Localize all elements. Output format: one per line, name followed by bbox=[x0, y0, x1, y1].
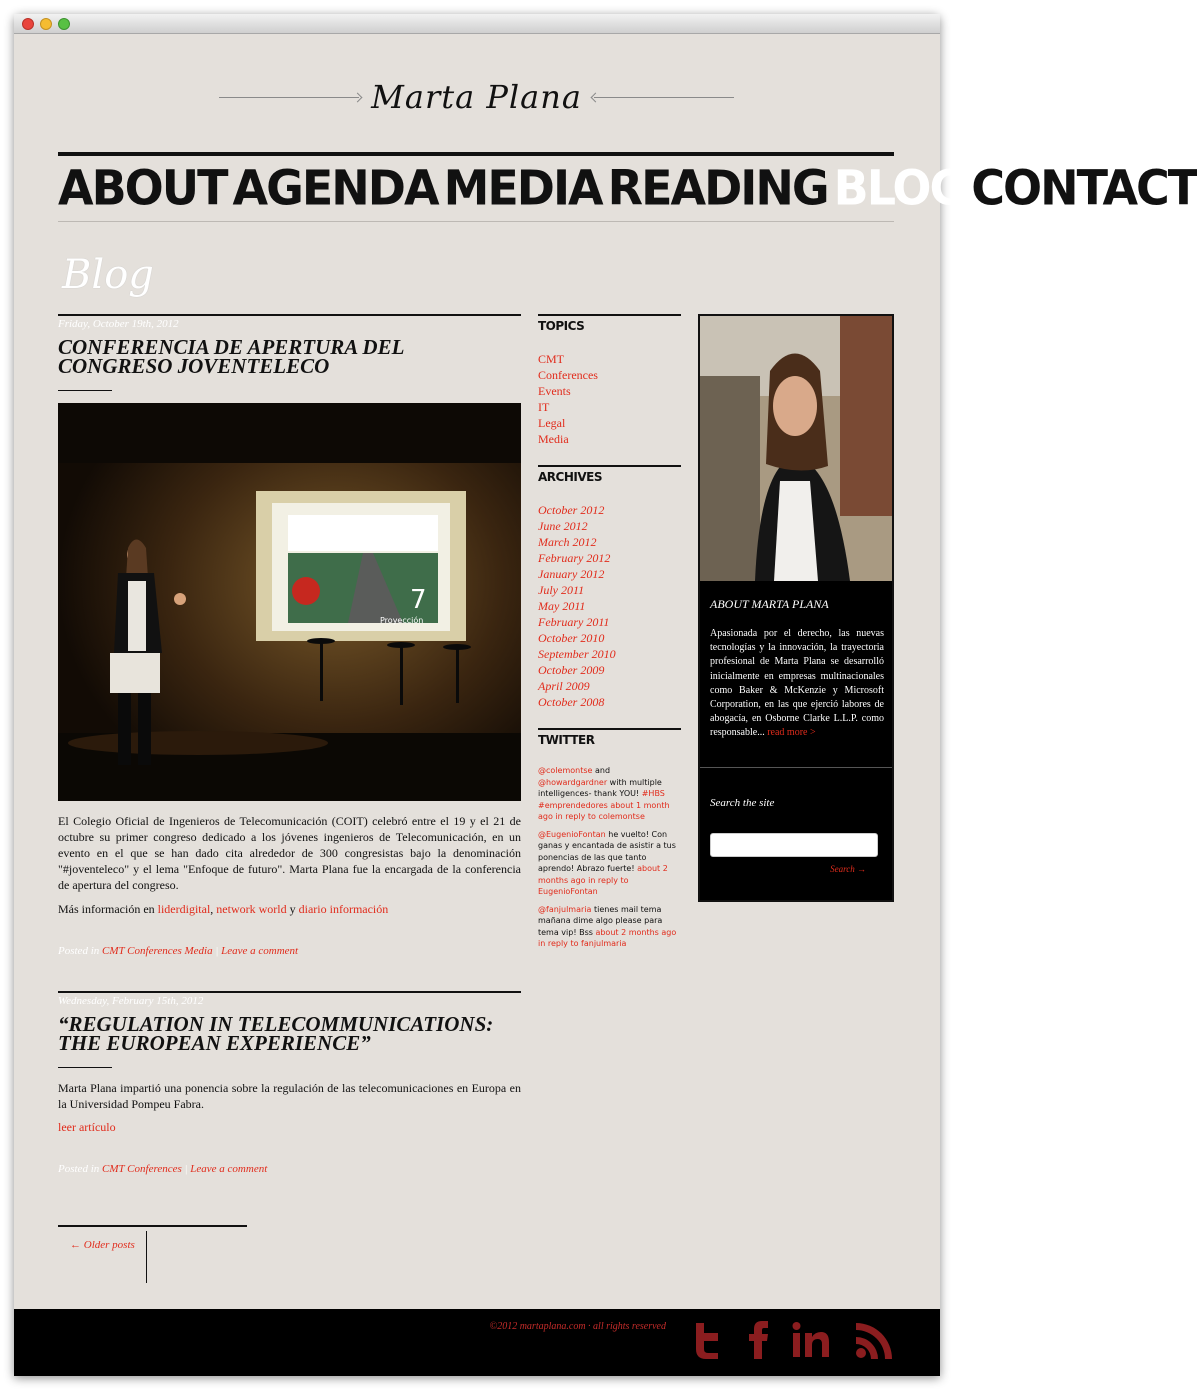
archive-link[interactable]: May 2011 bbox=[538, 599, 586, 613]
post-title-link[interactable]: CONFERENCIA DE APERTURA DEL CONGRESO JOVENTELECO bbox=[58, 335, 404, 378]
tweet-text: tienes mail tema mañana dime algo please para tema vip! Bss bbox=[538, 904, 663, 937]
read-article-link[interactable]: leer artículo bbox=[58, 1120, 116, 1134]
archive-link[interactable]: July 2011 bbox=[538, 583, 585, 597]
post-photo bbox=[58, 403, 521, 801]
tweet-text: and bbox=[594, 766, 611, 775]
leave-comment-link[interactable]: Leave a comment bbox=[221, 945, 299, 957]
tweet-time-link[interactable]: about 1 month ago in reply to colemontse bbox=[538, 800, 670, 821]
archive-link[interactable]: October 2008 bbox=[538, 695, 605, 709]
nav-contact[interactable]: CONTACT bbox=[971, 159, 1197, 217]
archive-link[interactable]: October 2010 bbox=[538, 631, 605, 645]
link-liderdigital[interactable]: liderdigital bbox=[157, 902, 211, 916]
tweet-time-link[interactable]: about 2 months ago in reply to EugenioFontan bbox=[538, 864, 668, 896]
category-link-cmt[interactable]: CMT bbox=[102, 1163, 125, 1175]
posted-in-label: Posted in bbox=[58, 1163, 100, 1175]
page-title: Blog bbox=[62, 252, 154, 298]
about-paragraph: Apasionada por el derecho, las nuevas tecnologías y la innovación, la trayectoria profesional de Marta Plana se desarrolló inicialmente en empresas multinacionales como Baker & McKenzie y Microsoft Corporation, en las que ejerció labores de abogacía, en Osborne Clarke L.L.P. como responsable... bbox=[710, 628, 884, 739]
post-meta: Posted in CMT Conferences Media | Leave a comment bbox=[58, 945, 299, 957]
topic-link[interactable]: CMT bbox=[538, 352, 565, 366]
post-date: Wednesday, February 15th, 2012 bbox=[58, 995, 204, 1007]
topics-heading: TOPICS bbox=[538, 314, 681, 333]
more-info-line bbox=[58, 901, 521, 917]
close-window-button[interactable] bbox=[22, 18, 34, 30]
pager-divider bbox=[146, 1231, 147, 1283]
nav-top-rule bbox=[58, 152, 894, 156]
twitter-icon[interactable] bbox=[688, 1319, 726, 1361]
title-divider bbox=[58, 390, 112, 391]
post-excerpt bbox=[58, 1080, 521, 1112]
nav-blog[interactable]: BLOG bbox=[833, 159, 966, 217]
sidebar-widgets bbox=[538, 314, 681, 956]
sidebar-divider bbox=[700, 767, 892, 768]
link-network-world[interactable]: network world bbox=[216, 902, 287, 916]
category-link-conferences[interactable]: Conferences bbox=[127, 1163, 182, 1175]
archive-link[interactable]: January 2012 bbox=[538, 567, 605, 581]
post-1 bbox=[58, 314, 521, 957]
browser-window bbox=[14, 14, 1197, 1376]
post-paragraph: Marta Plana impartió una ponencia sobre la regulación de las telecomunicaciones en Europa en la Universidad Pompeu Fabra. bbox=[58, 1081, 521, 1111]
post-date: Friday, October 19th, 2012 bbox=[58, 318, 179, 330]
tweet-user-link[interactable]: @colemontse bbox=[538, 766, 593, 775]
window-titlebar bbox=[14, 14, 940, 34]
conference-photo-illustration bbox=[58, 403, 521, 801]
topic-link[interactable]: Media bbox=[538, 432, 569, 446]
nav-bottom-rule bbox=[58, 221, 894, 222]
post-excerpt bbox=[58, 813, 521, 917]
title-divider bbox=[58, 1067, 112, 1068]
more-info-label: Más información en bbox=[58, 902, 155, 916]
slide-caption: Proyección bbox=[380, 616, 424, 625]
nav-about[interactable]: ABOUT bbox=[58, 159, 227, 217]
logo-text: Marta Plana bbox=[371, 78, 582, 116]
twitter-feed bbox=[538, 765, 681, 950]
archives-heading: ARCHIVES bbox=[538, 465, 681, 484]
category-link-media[interactable]: Media bbox=[184, 945, 213, 957]
about-heading: ABOUT MARTA PLANA bbox=[710, 597, 829, 611]
archive-link[interactable]: March 2012 bbox=[538, 535, 597, 549]
archives-list bbox=[538, 502, 681, 710]
tweet-text: he vuelto! Con ganas y encantada de asistir a tus ponencias de las que tanto aprendo! Abrazo fuerte! bbox=[538, 829, 676, 873]
profile-photo-illustration bbox=[700, 316, 892, 581]
about-text bbox=[710, 627, 884, 741]
about-read-more-link[interactable]: read more > bbox=[767, 727, 816, 739]
linkedin-icon[interactable] bbox=[790, 1319, 828, 1361]
archive-link[interactable]: February 2012 bbox=[538, 551, 611, 565]
profile-photo bbox=[700, 316, 892, 581]
footer-copyright: ©2012 martaplana.com · all rights reserved bbox=[489, 1321, 666, 1332]
posts-column bbox=[58, 314, 521, 1175]
nav-media[interactable]: MEDIA bbox=[443, 159, 602, 217]
post-paragraph: El Colegio Oficial de Ingenieros de Telecomunicación (COIT) celebró entre el 19 y el 21 de octubre su primer congreso dedicado a los jóvenes ingenieros de Telecomunicación, en un evento en el que se han dado cita alrededor de 300 congresistas bajo la denominación "#joventeleco" y el lema "Enfoque de futuro". Marta Plana fue la encargada de la conferencia de apertura del congreso. bbox=[58, 814, 521, 892]
archive-link[interactable]: October 2009 bbox=[538, 663, 605, 677]
topics-list bbox=[538, 351, 681, 447]
nav-reading[interactable]: READING bbox=[607, 159, 828, 217]
tweet-user-link[interactable]: @EugenioFontan bbox=[538, 829, 606, 839]
link-diario-informacion[interactable]: diario información bbox=[298, 902, 389, 916]
link-separator: y bbox=[289, 902, 296, 916]
tweet-item bbox=[538, 765, 681, 823]
posted-in-label: Posted in bbox=[58, 945, 100, 957]
nav-agenda[interactable]: AGENDA bbox=[232, 159, 438, 217]
archive-link[interactable]: April 2009 bbox=[538, 679, 590, 693]
tweet-user-link[interactable]: @fanjulmaria bbox=[538, 904, 592, 914]
site-footer bbox=[14, 1309, 940, 1376]
about-sidebar bbox=[698, 314, 894, 902]
leave-comment-link[interactable]: Leave a comment bbox=[190, 1163, 268, 1175]
archive-link[interactable]: February 2011 bbox=[538, 615, 610, 629]
zoom-window-button[interactable] bbox=[58, 18, 70, 30]
topic-link[interactable]: Conferences bbox=[538, 368, 598, 382]
archive-link[interactable]: October 2012 bbox=[538, 503, 605, 517]
minimize-window-button[interactable] bbox=[40, 18, 52, 30]
category-link-cmt[interactable]: CMT bbox=[102, 945, 125, 957]
twitter-heading: TWITTER bbox=[538, 728, 681, 747]
post-2 bbox=[58, 991, 521, 1175]
pagination bbox=[58, 1225, 247, 1285]
older-posts-link[interactable]: ← Older posts bbox=[70, 1239, 135, 1251]
search-input[interactable] bbox=[710, 833, 878, 857]
site-logo[interactable] bbox=[219, 76, 734, 116]
slide-number: 7 bbox=[410, 585, 427, 615]
rss-icon[interactable] bbox=[854, 1319, 892, 1361]
tweet-time-link[interactable]: about 2 months ago in reply to fanjulmaria bbox=[538, 927, 677, 948]
topic-link[interactable]: IT bbox=[538, 400, 550, 414]
post-meta: Posted in CMT Conferences | Leave a comment bbox=[58, 1163, 268, 1175]
category-link-conferences[interactable]: Conferences bbox=[127, 945, 182, 957]
tweet-text: with multiple intelligences- thank YOU! bbox=[538, 777, 662, 798]
search-heading: Search the site bbox=[710, 797, 775, 809]
topic-link[interactable]: Legal bbox=[538, 416, 566, 430]
tweet-user-link[interactable]: @howardgardner bbox=[538, 777, 608, 787]
facebook-icon[interactable] bbox=[738, 1319, 776, 1361]
topic-link[interactable]: Events bbox=[538, 384, 571, 398]
search-button[interactable]: Search → bbox=[830, 864, 866, 874]
archive-link[interactable]: June 2012 bbox=[538, 519, 588, 533]
tweet-hashtag-link[interactable]: #HBS #emprendedores bbox=[538, 789, 665, 810]
archive-link[interactable]: September 2010 bbox=[538, 647, 616, 661]
tweet-item bbox=[538, 904, 681, 950]
link-separator: , bbox=[210, 902, 214, 916]
post-title-link[interactable]: “REGULATION IN TELECOMMUNICATIONS: THE EUROPEAN EXPERIENCE” bbox=[58, 1012, 494, 1055]
logo-ornament-right bbox=[594, 97, 734, 98]
tweet-item bbox=[538, 829, 681, 898]
main-nav bbox=[58, 159, 1197, 220]
